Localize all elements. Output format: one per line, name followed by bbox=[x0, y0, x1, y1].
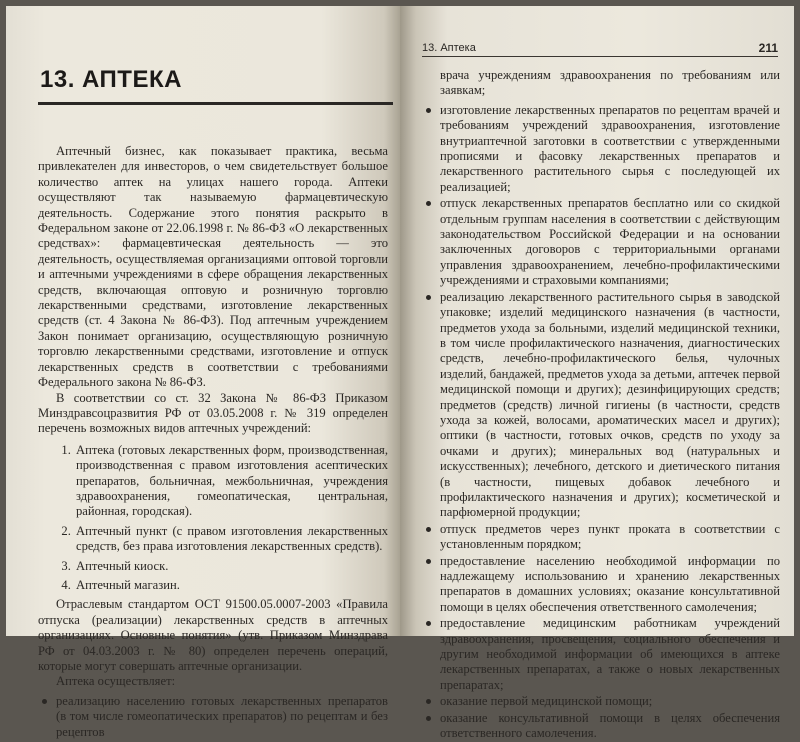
list-item: 3. Аптечный киоск. bbox=[74, 559, 388, 574]
list-item: отпуск предметов через пункт проката в соответствии с установленным порядком; bbox=[422, 522, 780, 553]
pharmacy-types-list bbox=[38, 443, 388, 594]
chapter-title: 13. АПТЕКА bbox=[40, 66, 182, 93]
running-head-title: 13. Аптека bbox=[422, 42, 476, 54]
list-item: 2. Аптечный пункт (с правом изготовления лекарственных средств, без права изготовления лекарственных средств). bbox=[74, 524, 388, 555]
continuation-line: врача учреждениям здравоохранения по требованиям или заявкам; bbox=[440, 68, 780, 98]
title-rule bbox=[38, 102, 393, 105]
running-head bbox=[422, 42, 778, 57]
standard-paragraph: Отраслевым стандартом ОСТ 91500.05.0007-2003 «Правила отпуска (реализации) лекарственных средств в аптечных организациях. Основные понятия» (утв. Приказом Минздрава РФ от 04.03.2003 г. № 80) определен перечень операций, которые могут совершать аптечные организации. bbox=[38, 597, 388, 673]
list-item: предоставление населению необходимой информации по надлежащему использованию и хранению лекарственных препаратов в домашних условиях; оказание консультативной помощи в целях обеспечения ответственного самолечения; bbox=[422, 554, 780, 616]
book-spread bbox=[6, 6, 794, 741]
list-item: предоставление медицинским работникам учреждений здравоохранения, просвещения, социального обеспечения и другим необходимой информации об имеющихся в аптеке лекарственных препаратах, а также о новых лекарственных препаратах; bbox=[422, 616, 780, 693]
activities-intro: Аптека осуществляет: bbox=[56, 674, 176, 689]
activities-list-start bbox=[38, 694, 388, 740]
left-page-body bbox=[38, 144, 388, 741]
list-item: оказание первой медицинской помощи; bbox=[422, 694, 780, 709]
right-page bbox=[400, 6, 794, 741]
list-item: реализацию населению готовых лекарственных препаратов (в том числе гомеопатических препаратов) по рецептам и без рецептов bbox=[38, 694, 388, 740]
list-item: отпуск лекарственных препаратов бесплатно или со скидкой отдельным группам населения в соответствии с действующим законодательством Российской Федерации и на основании заключенных договоров с территориальными органами управления здравоохранением, лечебно-профилактическими учреждениями и страховыми компаниями; bbox=[422, 196, 780, 288]
list-item: 1. Аптека (готовых лекарственных форм, производственная, производственная с правом изготовления асептических препаратов, больничная, межбольничная, учреждения здравоохранения, гомеопатическая, центральная, районная, городская). bbox=[74, 443, 388, 520]
list-item: 4. Аптечный магазин. bbox=[74, 578, 388, 593]
page-number: 211 bbox=[758, 41, 778, 55]
decree-paragraph: В соответствии со ст. 32 Закона № 86-ФЗ Приказом Минздравсоцразвития РФ от 03.05.2008 г. № 319 определен перечень возможных видов аптечных учреждений: bbox=[38, 390, 388, 436]
list-item: оказание консультативной помощи в целях обеспечения ответственного самолечения. bbox=[422, 711, 780, 742]
left-page bbox=[6, 6, 400, 739]
intro-paragraph: Аптечный бизнес, как показывает практика, весьма привлекателен для инвесторов, о чем свидетельствует большое количество аптек на улицах нашего города. Аптеки осуществляют так называемую фармацевтическую деятельность. Содержание этого понятия раскрыто в Федеральном законе от 22.06.1998 г. № 86-ФЗ «О лекарственных средствах»: фармацевтическая деятельность — это деятельность, осуществляемая организациями оптовой торговли и аптечными учреждениями в сфере обращения лекарственных средств, включающая оптовую и розничную торговлю лекарственными средствами, изготовление лекарственных средств (ст. 4 Закона № 86-ФЗ). Под аптечным учреждением Закон понимает организацию, осуществляющую розничную торговлю лекарственными средствами, изготовление и отпуск лекарственных средств в соответствии с требованиями Федерального закона № 86-ФЗ. bbox=[38, 144, 388, 390]
right-page-body bbox=[422, 68, 780, 742]
list-item: реализацию лекарственного растительного сырья в заводской упаковке; изделий медицинского назначения (в частности, предметов ухода за больными, изделий медицинской техники, в том числе профилактического назначения, диагностических средств, лечебно-профилактического белья, чулочных изделий, бандажей, предметов ухода за детьми, аптечек первой медицинской помощи и других); дезинфицирующих средств; предметов (средств) личной гигиены (в частности, средств ухода за кожей, волосами, ароматических масел и других); оптики (в частности, готовых очков, средств по уходу за очками и других); минеральных вод (натуральных и искусственных); лечебного, детского и диетического питания (в частности, пищевых добавок лечебного и профилактического назначения и других); косметической и парфюмерной продукции; bbox=[422, 290, 780, 521]
list-item: изготовление лекарственных препаратов по рецептам врачей и требованиям учреждений здравоохранения, изготовление внутриаптечной заготовки в соответствии с утвержденными прописями и фасовку лекарственных препаратов и лекарственного растительного сырья с последующей их реализацией; bbox=[422, 103, 780, 195]
activities-list bbox=[422, 103, 780, 742]
